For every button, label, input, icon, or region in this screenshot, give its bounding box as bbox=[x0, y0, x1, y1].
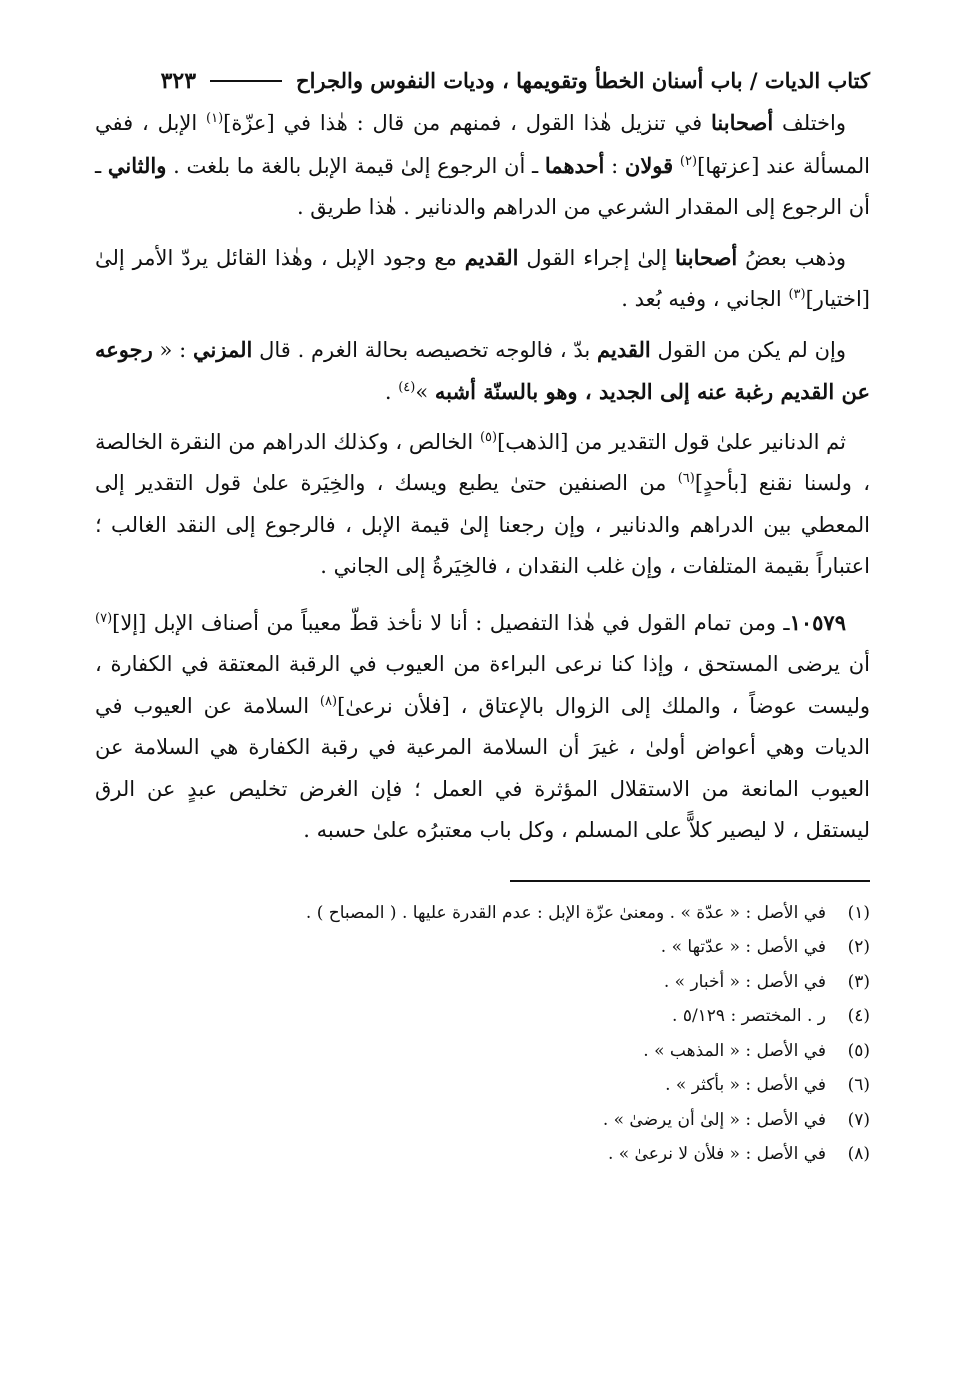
footnote-item bbox=[95, 896, 870, 931]
text-run: أن يرضى المستحق ، وإذا كنا نرعى البراءة من العيوب في الرقبة المعتقة في الكفارة ، وليست عوضاً ، والملك إلى الزوال بالإعتاق ، [فلأن نرعىٰ] bbox=[95, 652, 870, 718]
footnote-item bbox=[95, 930, 870, 965]
footnote-item bbox=[95, 1034, 870, 1069]
footnote-ref: (٧) bbox=[95, 610, 113, 626]
footnote-number: (١) bbox=[847, 902, 870, 923]
footnote-text: في الأصل : « أخبار » . bbox=[663, 971, 826, 992]
text-run: مع وجود الإبل ، وهٰذا القائل يردّ الأمر إلىٰ [اختيار] bbox=[95, 245, 870, 311]
text-run: » bbox=[415, 380, 435, 404]
header-title: كتاب الديات / باب أسنان الخطأ وتقويمها ، وديات النفوس والجراح bbox=[296, 68, 870, 93]
footnote-number: (٤) bbox=[847, 1006, 870, 1026]
footnote-ref: (٢) bbox=[679, 153, 698, 169]
text-run: : « bbox=[152, 337, 194, 362]
footnote-text: في الأصل : « إلىٰ أن يرضىٰ » . bbox=[602, 1109, 826, 1130]
text-run: ثم الدنانير علىٰ قول التقدير من [الذهب] bbox=[497, 429, 846, 454]
footnote-text: في الأصل : « فلأن لا نرعىٰ » . bbox=[607, 1144, 826, 1164]
text-run: الجاني ، وفيه بُعد . bbox=[621, 287, 789, 311]
bold-term: القديم bbox=[597, 336, 651, 362]
text-run: الخالص ، وكذلك الدراهم من النقرة الخالصة ، ولسنا نقنع [بأحدٍ] bbox=[95, 429, 870, 495]
text-run: من الصنفين حتىٰ يطبع ويسك ، والخِيَرة علىٰ قول التقدير إلى المعطي بين الدراهم والدنانير ، وإن رجعنا إلىٰ قيمة الإبل ، فالرجوع إلى النقد الغالب ؛ اعتباراً بقيمة المتلفات ، وإن غلب النقدان ، فالخِيَرةُ إلى الجاني . bbox=[95, 471, 870, 578]
bold-term: والثاني bbox=[107, 152, 167, 178]
book-page bbox=[95, 60, 870, 1172]
footnote-number: (٥) bbox=[847, 1040, 870, 1061]
text-run: ـ أن الرجوع إلى المقدار الشرعي من الدراهم والدنانير . هٰذا طريق . bbox=[95, 153, 870, 219]
text-run: وإن لم يكن من القول bbox=[650, 337, 847, 362]
paragraph bbox=[95, 102, 870, 229]
footnote-ref: (١) bbox=[206, 111, 224, 126]
bold-term: ١٠٥٧٩ bbox=[789, 609, 846, 635]
footnote-item bbox=[95, 999, 870, 1034]
text-run: في تنزيل هٰذا القول ، فمنهم من قال : هٰذا في [عزّة] bbox=[223, 111, 711, 135]
numbered-paragraph bbox=[95, 602, 870, 852]
footnote-ref: (٤) bbox=[398, 380, 416, 395]
bold-term: أصحابنا bbox=[675, 244, 738, 270]
text-run: : bbox=[604, 153, 625, 178]
text-run: . bbox=[384, 380, 399, 404]
bold-term: رجوعه عن القديم رغبة عنه إلى الجديد ، وهو بالسنّة أشبه bbox=[95, 336, 870, 404]
footnotes bbox=[95, 896, 870, 1172]
footnote-ref: (٦) bbox=[677, 471, 695, 486]
footnote-item bbox=[95, 1137, 870, 1172]
text-run: ـ أن الرجوع إلىٰ قيمة الإبل بالغة ما بلغت . bbox=[166, 153, 545, 178]
text-run: إلىٰ إجراء القول bbox=[518, 245, 676, 270]
text-run: الإبل ، ففي المسألة عند [عزتها] bbox=[95, 111, 870, 178]
footnote-text: ر . المختصر : ٥/١٢٩ . bbox=[672, 1006, 826, 1026]
footnote-item bbox=[95, 1068, 870, 1103]
paragraph bbox=[95, 422, 870, 588]
header-rule bbox=[210, 80, 282, 82]
bold-term: القديم bbox=[464, 244, 519, 270]
footnote-number: (٧) bbox=[847, 1109, 870, 1130]
body-text bbox=[95, 102, 870, 852]
paragraph bbox=[95, 329, 870, 414]
footnote-item bbox=[95, 965, 870, 1000]
bold-term: المزني bbox=[193, 336, 253, 362]
paragraph bbox=[95, 237, 870, 321]
footnote-separator bbox=[510, 880, 870, 882]
bold-term: أحدهما bbox=[544, 152, 605, 178]
footnote-number: (٣) bbox=[847, 971, 870, 992]
text-run: وذهب بعضُ bbox=[737, 245, 846, 270]
text-run: بدّ ، فالوجه تخصيصه بحالة الغرم . قال bbox=[252, 337, 598, 362]
text-run bbox=[673, 154, 680, 178]
footnote-number: (٦) bbox=[847, 1075, 870, 1095]
bold-term: قولان bbox=[624, 152, 674, 178]
footnote-text: في الأصل : « عدّة » . ومعنىٰ عزّة الإبل : عدم القدرة عليها . ( المصباح ) . bbox=[305, 902, 826, 923]
text-run: ـ ومن تمام القول في هٰذا التفصيل : أنا لا نأخذ قطّ معيباً من أصناف الإبل [إلا] bbox=[112, 610, 790, 635]
footnote-item bbox=[95, 1103, 870, 1138]
footnote-ref: (٨) bbox=[319, 693, 338, 709]
footnote-text: في الأصل : « المذهب » . bbox=[643, 1040, 826, 1061]
running-header bbox=[95, 60, 870, 102]
footnote-text: في الأصل : « بأكثر » . bbox=[665, 1075, 826, 1095]
bold-term: أصحابنا bbox=[710, 110, 774, 135]
footnote-ref: (٣) bbox=[788, 287, 806, 302]
text-run: واختلف bbox=[773, 111, 847, 135]
footnote-number: (٨) bbox=[847, 1144, 870, 1164]
footnote-text: في الأصل : « عدّتها » . bbox=[660, 937, 826, 957]
page-number: ٣٢٣ bbox=[160, 68, 197, 94]
footnote-ref: (٥) bbox=[479, 429, 498, 445]
text-run: السلامة عن العيوب في الديات وهي أعواض أولىٰ ، غيرَ أن السلامة المرعية في رقبة الكفارة هي السلامة عن العيوب المانعة من الاستقلال المؤثرة في العمل ؛ فإن الغرض تخليص عبدٍ عن الرق ليستقل ، لا ليصير كلاًّ على المسلم ، وكل باب معتبرُه علىٰ حسبه . bbox=[95, 693, 870, 842]
footnote-number: (٢) bbox=[847, 937, 870, 957]
